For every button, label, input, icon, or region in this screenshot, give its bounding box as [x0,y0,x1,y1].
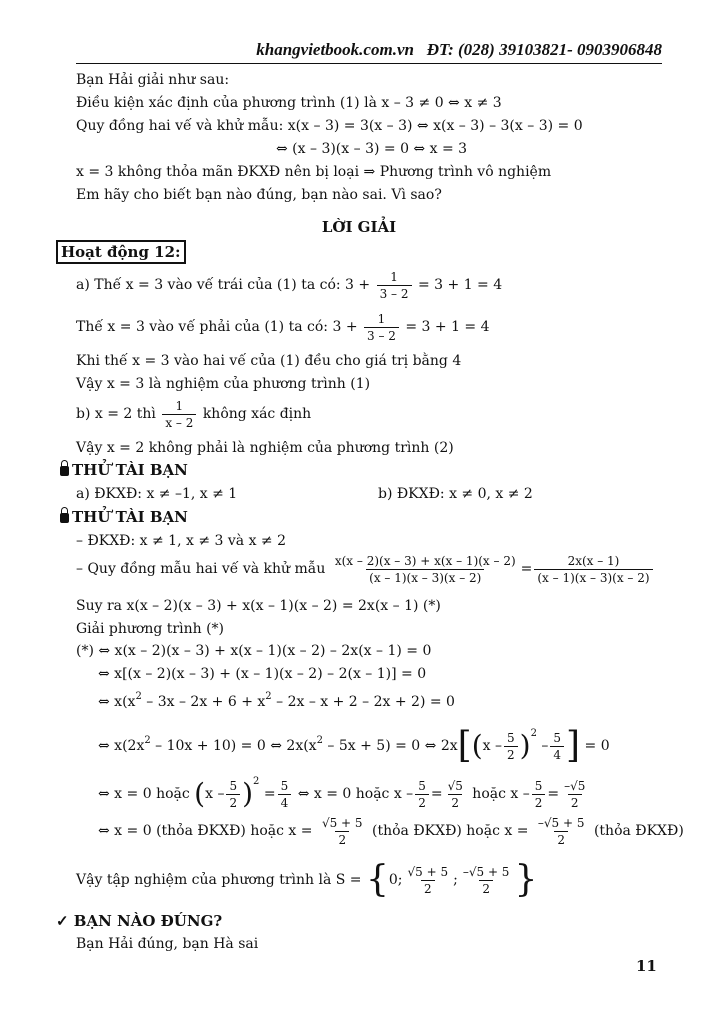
l9g: hoặc x – [472,786,530,802]
page-header [150,40,662,60]
a2-fraction [364,312,399,343]
left-bracket: [ [457,725,472,766]
intro-line-3: Quy đồng hai vế và khử mẫu: x(x – 3) = 3(x – 3) ⇔ x(x – 3) – 3(x – 3) = 0 [76,118,583,134]
l9-fraction-4 [445,779,466,810]
intro-line-2: Điều kiện xác định của phương trình (1) là x – 3 ≠ 0 ⇔ x ≠ 3 [76,95,502,111]
l9-n2: 5 [280,778,289,793]
header-phone: ĐT: (028) 39103821- 0903906848 [426,40,662,59]
right-bracket: ] [566,725,581,766]
paren-close: ) [242,777,254,810]
l10-fraction-1 [319,816,366,847]
l9-fraction-2 [278,779,292,810]
intro-line-5: x = 3 không thỏa mãn ĐKXĐ nên bị loại ⇒ Phương trình vô nghiệm [76,164,552,180]
try2-line-9 [98,763,590,813]
try1-heading [60,461,188,479]
who-title: ✓ BẠN NÀO ĐÚNG? [56,912,223,930]
l8e: – 5x + 5) = 0 ⇔ 2x [322,738,458,754]
l7c: – 3x – 2x + 6 + x [141,694,266,710]
l9-fraction-3 [415,779,429,810]
right-paren: ) [519,729,531,762]
a1-num: 1 [390,269,398,284]
try2-heading [60,508,188,526]
l8-num-2: 5 [553,730,562,745]
l9-n4: √5 [447,778,463,793]
l8c: – 10x + 10) = 0 ⇔ 2x(x [150,738,317,754]
l2-num-2: 2x(x – 1) [567,553,620,568]
l10c: (thỏa ĐKXĐ) [593,823,684,839]
try1-title: THỬ TÀI BẠN [72,461,188,479]
l10-n2: –√5 + 5 [537,815,585,830]
try2-line-8 [98,715,610,765]
l8-fraction-2 [550,731,564,762]
l10-d2: 2 [554,831,568,847]
l8a: ⇔ x(2x [98,738,145,754]
l11-d2: 2 [479,880,493,896]
l9-n6: –√5 [564,778,586,793]
a1-fraction [377,270,412,301]
l11-d1: 2 [421,880,435,896]
left-paren: ( [471,729,483,762]
l9-d4: 2 [448,794,462,810]
try2-line-10 [98,812,684,850]
l9-d2: 4 [278,794,292,810]
intro-line-6: Em hãy cho biết bạn nào đúng, bạn nào sai. Vì sao? [76,187,442,203]
try2-line-6: ⇔ x[(x – 2)(x – 3) + (x – 1)(x – 2) – 2(x – 1)] = 0 [98,666,427,682]
l9e: ⇔ x = 0 hoặc x – [297,786,414,802]
b1-post: không xác định [202,406,312,422]
activity-b-line-2: Vậy x = 2 không phải là nghiệm của phương trình (2) [76,440,454,456]
l9-d6: 2 [568,794,582,810]
l10-fraction-2 [535,816,588,847]
activity-a-line-3: Khi thế x = 3 vào hai vế của (1) đều cho giá trị bằng 4 [76,353,462,369]
l11-n2: –√5 + 5 [462,864,510,879]
activity-a-line-4: Vậy x = 3 là nghiệm của phương trình (1) [76,376,371,392]
paren-open: ( [194,777,206,810]
l9-d3: 2 [415,794,429,810]
l8-num: 5 [506,730,515,745]
b1-fraction [162,399,196,430]
l9-fraction-6 [561,779,588,810]
l9-fraction-1 [226,779,240,810]
l11-fraction-2 [460,865,513,896]
l8f: x – [482,738,502,754]
l10-d1: 2 [335,831,349,847]
l7d: 2 [265,691,272,702]
l8-fraction [504,731,518,762]
l11-fraction-1 [405,865,452,896]
l9-fraction-5 [532,779,546,810]
l9h: = [547,786,560,802]
l10b: (thỏa ĐKXĐ) hoặc x = [372,823,529,839]
page-number: 11 [636,957,657,975]
l2-den-1: (x – 1)(x – 3)(x – 2) [366,569,484,585]
l9d: = [263,786,276,802]
a2-num: 1 [377,311,386,326]
activity-a-line-1 [76,268,502,302]
header-site: khangvietbook.com.vn [256,40,414,59]
l11c: ; [453,872,458,888]
activity-b-line-1 [76,397,311,431]
l7b: 2 [135,691,142,702]
l9a: ⇔ x = 0 hoặc [98,786,190,802]
l9-d5: 2 [532,794,546,810]
try1-b: b) ĐKXĐ: x ≠ 0, x ≠ 2 [378,486,533,502]
l2-pre: – Quy đồng mẫu hai vế và khử mẫu [76,561,326,577]
l8-den: 2 [504,746,518,762]
l9b: x – [205,786,225,802]
l2-fraction-2 [534,554,652,585]
activity-title: Hoạt động 12: [56,240,186,264]
try2-title: THỬ TÀI BẠN [72,508,188,526]
try2-line-5: (*) ⇔ x(x – 2)(x – 3) + x(x – 1)(x – 2) – 2x(x – 1) = 0 [76,643,432,659]
l8-den-2: 4 [550,746,564,762]
l7e: – 2x – x + 2 – 2x + 2) = 0 [271,694,455,710]
try2-line-7 [98,688,455,711]
b1-pre: b) x = 2 thì [76,406,156,422]
try2-line-11 [76,860,537,900]
a1-post: = 3 + 1 = 4 [417,277,503,293]
try2-line-3: Suy ra x(x – 2)(x – 3) + x(x – 1)(x – 2) = 2x(x – 1) (*) [76,598,441,614]
a1-den: 3 – 2 [377,285,412,301]
who-answer: Bạn Hải đúng, bạn Hà sai [76,936,259,952]
l2-eq: = [520,561,533,577]
l8b: 2 [144,735,151,746]
a1-pre: a) Thế x = 3 vào vế trái của (1) ta có: 3 + [76,277,371,293]
try2-line-2 [76,552,655,586]
l2-num-1: x(x – 2)(x – 3) + x(x – 1)(x – 2) [334,553,516,568]
lock-icon [60,466,69,476]
l10-n1: √5 + 5 [321,815,363,830]
l9c: 2 [253,776,260,787]
b1-den: x – 2 [162,414,196,430]
l11-n1: √5 + 5 [407,864,449,879]
a2-pre: Thế x = 3 vào vế phải của (1) ta có: 3 + [76,319,358,335]
l7a: ⇔ x(x [98,694,136,710]
a2-den: 3 – 2 [364,327,399,343]
l9-n5: 5 [534,778,543,793]
l8i: = 0 [584,738,610,754]
l8d: 2 [316,735,323,746]
l9f: = [430,786,443,802]
l11a: Vậy tập nghiệm của phương trình là S = [76,872,362,888]
lock-icon [60,513,69,523]
solution-title: LỜI GIẢI [321,218,397,236]
l9-d1: 2 [226,794,240,810]
l10a: ⇔ x = 0 (thỏa ĐKXĐ) hoặc x = [98,823,313,839]
l11b: 0; [388,872,403,888]
b1-num: 1 [175,398,184,413]
l8g: 2 [530,728,537,739]
intro-line-4: ⇔ (x – 3)(x – 3) = 0 ⇔ x = 3 [276,141,468,157]
brace-open: { [365,859,389,900]
header-divider [76,63,662,64]
l8h: – [541,738,549,754]
l2-fraction-1 [332,554,519,585]
try2-line-1: – ĐKXĐ: x ≠ 1, x ≠ 3 và x ≠ 2 [76,533,286,549]
activity-a-line-2 [76,310,490,344]
a2-post: = 3 + 1 = 4 [405,319,490,335]
try2-line-4: Giải phương trình (*) [76,621,224,637]
l9-n3: 5 [418,778,426,793]
brace-close: } [514,859,538,900]
l2-den-2: (x – 1)(x – 3)(x – 2) [534,569,652,585]
l9-n1: 5 [229,778,238,793]
try1-a: a) ĐKXĐ: x ≠ –1, x ≠ 1 [76,486,238,502]
intro-line-1: Bạn Hải giải như sau: [76,72,230,88]
